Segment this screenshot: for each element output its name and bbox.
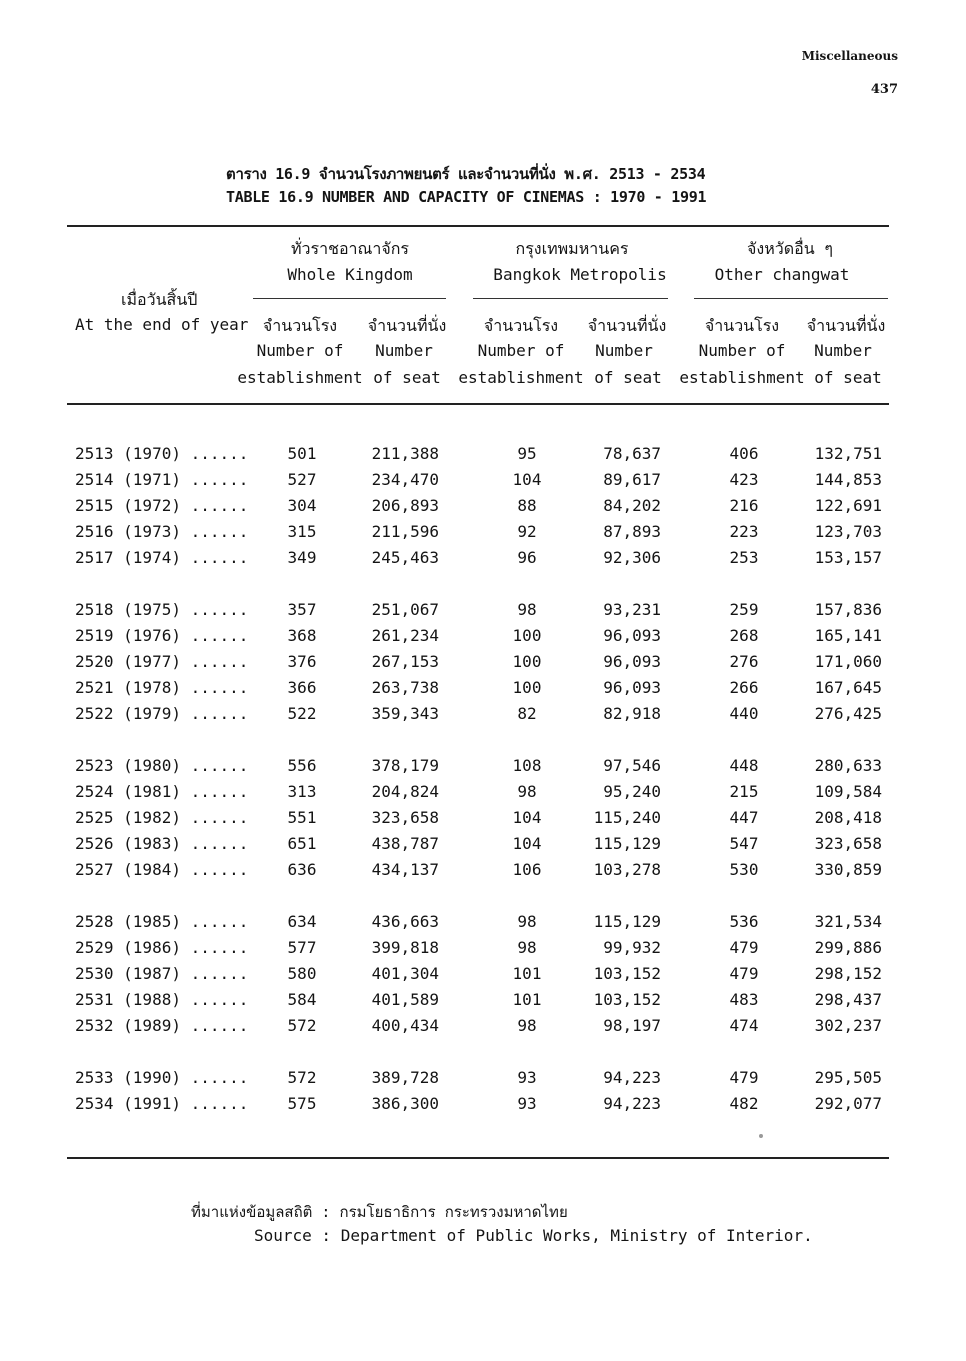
wk-seat-cell: 386,300 [371, 1094, 439, 1113]
oth-seat-cell: 323,658 [814, 834, 882, 853]
year-cell: 2524 (1981) ...... [75, 782, 249, 801]
bkk-establishment-cell: 98 [517, 938, 537, 957]
bkk-establishment-cell: 104 [512, 470, 542, 489]
group-whole-kingdom-english: Whole Kingdom [287, 265, 413, 284]
bkk-establishment-cell: 98 [517, 912, 537, 931]
wk-seat-cell: 323,658 [371, 808, 439, 827]
oth-seat-cell: 171,060 [814, 652, 882, 671]
bkk-establishment-cell: 95 [517, 444, 537, 463]
group-other-thai: จังหวัดอื่น ๆ [747, 239, 833, 258]
oth-establishment-cell: 253 [729, 548, 759, 567]
wk-establishment-cell: 501 [287, 444, 317, 463]
bkk-establishment-cell: 104 [512, 808, 542, 827]
wk-seat-cell: 245,463 [371, 548, 439, 567]
table-title-thai: ตาราง 16.9 จำนวนโรงภาพยนตร์ และจำนวนที่นั่ง พ.ศ. 2513 - 2534 [226, 165, 706, 183]
bkk-seat-cell: 97,546 [603, 756, 661, 775]
oth-seat-cell: 109,584 [814, 782, 882, 801]
bkk-seat-line2: of seat [594, 368, 662, 387]
bkk-seat-cell: 94,223 [603, 1094, 661, 1113]
bkk-establishment-cell: 100 [512, 626, 542, 645]
wk-seat-cell: 267,153 [371, 652, 439, 671]
bkk-establishment-cell: 88 [517, 496, 537, 515]
wk-seat-cell: 359,343 [371, 704, 439, 723]
wk-establishment-cell: 572 [287, 1016, 317, 1035]
oth-establishment-cell: 216 [729, 496, 759, 515]
year-cell: 2519 (1976) ...... [75, 626, 249, 645]
oth-seat-cell: 144,853 [814, 470, 882, 489]
table-top-rule [67, 225, 889, 227]
wk-seat-cell: 400,434 [371, 1016, 439, 1035]
year-cell: 2513 (1970) ...... [75, 444, 249, 463]
bkk-seat-cell: 87,893 [603, 522, 661, 541]
bkk-seat-thai: จำนวนที่นั่ง [587, 316, 667, 335]
oth-establishment-cell: 483 [729, 990, 759, 1009]
year-cell: 2534 (1991) ...... [75, 1094, 249, 1113]
bkk-seat-cell: 103,278 [593, 860, 661, 879]
wk-establishment-cell: 366 [287, 678, 317, 697]
oth-est-line1: Number of [698, 341, 786, 360]
group-rule-whole-kingdom [253, 298, 446, 299]
bkk-seat-cell: 78,637 [603, 444, 661, 463]
year-cell: 2520 (1977) ...... [75, 652, 249, 671]
year-cell: 2516 (1973) ...... [75, 522, 249, 541]
oth-establishment-cell: 259 [729, 600, 759, 619]
year-cell: 2522 (1979) ...... [75, 704, 249, 723]
year-cell: 2515 (1972) ...... [75, 496, 249, 515]
wk-establishment-cell: 349 [287, 548, 317, 567]
wk-establishment-cell: 651 [287, 834, 317, 853]
oth-establishment-cell: 447 [729, 808, 759, 827]
wk-seat-cell: 401,304 [371, 964, 439, 983]
bkk-establishment-cell: 101 [512, 990, 542, 1009]
wk-seat-cell: 211,388 [371, 444, 439, 463]
bkk-seat-cell: 95,240 [603, 782, 661, 801]
year-cell: 2514 (1971) ...... [75, 470, 249, 489]
wk-establishment-cell: 315 [287, 522, 317, 541]
bkk-establishment-cell: 93 [517, 1068, 537, 1087]
oth-seat-thai: จำนวนที่นั่ง [806, 316, 886, 335]
bkk-establishment-cell: 108 [512, 756, 542, 775]
oth-est-line2: establishment [679, 368, 805, 387]
table-title-english: TABLE 16.9 NUMBER AND CAPACITY OF CINEMAS : 1970 - 1991 [226, 188, 707, 206]
bkk-establishment-cell: 100 [512, 678, 542, 697]
oth-seat-cell: 153,157 [814, 548, 882, 567]
wk-seat-line1: Number [375, 341, 433, 360]
wk-establishment-cell: 527 [287, 470, 317, 489]
bkk-seat-cell: 115,129 [593, 834, 661, 853]
wk-establishment-cell: 575 [287, 1094, 317, 1113]
oth-establishment-cell: 479 [729, 1068, 759, 1087]
oth-establishment-cell: 482 [729, 1094, 759, 1113]
bkk-establishment-cell: 100 [512, 652, 542, 671]
wk-establishment-cell: 572 [287, 1068, 317, 1087]
oth-seat-cell: 165,141 [814, 626, 882, 645]
bkk-seat-cell: 92,306 [603, 548, 661, 567]
wk-seat-cell: 234,470 [371, 470, 439, 489]
year-cell: 2533 (1990) ...... [75, 1068, 249, 1087]
source-thai: ที่มาแห่งข้อมูลสถิติ : กรมโยธาธิการ กระทรวงมหาดไทย [191, 1203, 568, 1221]
wk-establishment-cell: 522 [287, 704, 317, 723]
bkk-establishment-cell: 82 [517, 704, 537, 723]
oth-establishment-cell: 530 [729, 860, 759, 879]
bkk-est-thai: จำนวนโรง [483, 316, 559, 335]
source-english: Source : Department of Public Works, Ministry of Interior. [254, 1226, 813, 1245]
bkk-seat-cell: 93,231 [603, 600, 661, 619]
oth-seat-cell: 208,418 [814, 808, 882, 827]
group-bangkok-english: Bangkok Metropolis [493, 265, 667, 284]
oth-establishment-cell: 547 [729, 834, 759, 853]
wk-seat-cell: 251,067 [371, 600, 439, 619]
wk-seat-cell: 438,787 [371, 834, 439, 853]
wk-est-line2: establishment [237, 368, 363, 387]
wk-establishment-cell: 313 [287, 782, 317, 801]
oth-establishment-cell: 448 [729, 756, 759, 775]
wk-establishment-cell: 577 [287, 938, 317, 957]
wk-seat-cell: 389,728 [371, 1068, 439, 1087]
group-rule-bangkok [473, 298, 668, 299]
wk-seat-cell: 204,824 [371, 782, 439, 801]
bkk-seat-cell: 115,129 [593, 912, 661, 931]
wk-seat-line2: of seat [373, 368, 441, 387]
oth-seat-line2: of seat [814, 368, 882, 387]
bkk-seat-line1: Number [595, 341, 653, 360]
speck-mark [759, 1134, 763, 1138]
wk-seat-thai: จำนวนที่นั่ง [367, 316, 447, 335]
wk-establishment-cell: 636 [287, 860, 317, 879]
wk-seat-cell: 399,818 [371, 938, 439, 957]
wk-est-thai: จำนวนโรง [262, 316, 338, 335]
wk-establishment-cell: 634 [287, 912, 317, 931]
header-bottom-rule [67, 403, 889, 405]
oth-seat-cell: 299,886 [814, 938, 882, 957]
oth-est-thai: จำนวนโรง [704, 316, 780, 335]
year-cell: 2530 (1987) ...... [75, 964, 249, 983]
bkk-est-line2: establishment [458, 368, 584, 387]
group-bangkok-thai: กรุงเทพมหานคร [515, 239, 629, 258]
wk-establishment-cell: 368 [287, 626, 317, 645]
bkk-establishment-cell: 98 [517, 600, 537, 619]
year-cell: 2525 (1982) ...... [75, 808, 249, 827]
year-cell: 2529 (1986) ...... [75, 938, 249, 957]
oth-establishment-cell: 215 [729, 782, 759, 801]
bkk-seat-cell: 103,152 [593, 964, 661, 983]
wk-est-line1: Number of [256, 341, 344, 360]
year-header-thai: เมื่อวันสิ้นปี [121, 290, 198, 309]
bkk-establishment-cell: 106 [512, 860, 542, 879]
group-whole-kingdom-thai: ทั่วราชอาณาจักร [290, 239, 410, 258]
wk-establishment-cell: 357 [287, 600, 317, 619]
wk-seat-cell: 211,596 [371, 522, 439, 541]
oth-establishment-cell: 266 [729, 678, 759, 697]
bkk-seat-cell: 89,617 [603, 470, 661, 489]
oth-seat-line1: Number [814, 341, 872, 360]
bkk-seat-cell: 96,093 [603, 652, 661, 671]
bkk-seat-cell: 96,093 [603, 626, 661, 645]
bkk-establishment-cell: 96 [517, 548, 537, 567]
group-rule-other [694, 298, 888, 299]
wk-establishment-cell: 580 [287, 964, 317, 983]
oth-seat-cell: 276,425 [814, 704, 882, 723]
oth-seat-cell: 302,237 [814, 1016, 882, 1035]
oth-establishment-cell: 479 [729, 964, 759, 983]
oth-establishment-cell: 474 [729, 1016, 759, 1035]
bkk-establishment-cell: 93 [517, 1094, 537, 1113]
bkk-seat-cell: 103,152 [593, 990, 661, 1009]
oth-establishment-cell: 268 [729, 626, 759, 645]
year-cell: 2526 (1983) ...... [75, 834, 249, 853]
table-bottom-rule [67, 1157, 889, 1159]
oth-seat-cell: 295,505 [814, 1068, 882, 1087]
wk-seat-cell: 263,738 [371, 678, 439, 697]
wk-establishment-cell: 304 [287, 496, 317, 515]
wk-seat-cell: 378,179 [371, 756, 439, 775]
oth-establishment-cell: 440 [729, 704, 759, 723]
oth-establishment-cell: 276 [729, 652, 759, 671]
year-cell: 2523 (1980) ...... [75, 756, 249, 775]
wk-establishment-cell: 556 [287, 756, 317, 775]
wk-seat-cell: 434,137 [371, 860, 439, 879]
oth-establishment-cell: 223 [729, 522, 759, 541]
year-cell: 2521 (1978) ...... [75, 678, 249, 697]
wk-establishment-cell: 584 [287, 990, 317, 1009]
bkk-establishment-cell: 92 [517, 522, 537, 541]
oth-seat-cell: 298,437 [814, 990, 882, 1009]
wk-establishment-cell: 376 [287, 652, 317, 671]
bkk-seat-cell: 98,197 [603, 1016, 661, 1035]
bkk-seat-cell: 99,932 [603, 938, 661, 957]
oth-seat-cell: 292,077 [814, 1094, 882, 1113]
year-cell: 2518 (1975) ...... [75, 600, 249, 619]
group-other-english: Other changwat [714, 265, 850, 284]
bkk-seat-cell: 82,918 [603, 704, 661, 723]
oth-seat-cell: 321,534 [814, 912, 882, 931]
bkk-establishment-cell: 98 [517, 1016, 537, 1035]
page-number: 437 [870, 82, 898, 97]
bkk-est-line1: Number of [477, 341, 565, 360]
year-cell: 2528 (1985) ...... [75, 912, 249, 931]
section-header: Miscellaneous [801, 49, 898, 63]
wk-seat-cell: 436,663 [371, 912, 439, 931]
year-cell: 2531 (1988) ...... [75, 990, 249, 1009]
oth-seat-cell: 132,751 [814, 444, 882, 463]
oth-seat-cell: 122,691 [814, 496, 882, 515]
wk-seat-cell: 261,234 [371, 626, 439, 645]
oth-establishment-cell: 423 [729, 470, 759, 489]
bkk-establishment-cell: 98 [517, 782, 537, 801]
wk-establishment-cell: 551 [287, 808, 317, 827]
year-cell: 2517 (1974) ...... [75, 548, 249, 567]
oth-seat-cell: 167,645 [814, 678, 882, 697]
year-cell: 2532 (1989) ...... [75, 1016, 249, 1035]
oth-seat-cell: 298,152 [814, 964, 882, 983]
year-header-english: At the end of year [75, 315, 249, 334]
year-cell: 2527 (1984) ...... [75, 860, 249, 879]
oth-seat-cell: 157,836 [814, 600, 882, 619]
bkk-establishment-cell: 104 [512, 834, 542, 853]
oth-seat-cell: 330,859 [814, 860, 882, 879]
oth-seat-cell: 123,703 [814, 522, 882, 541]
bkk-seat-cell: 115,240 [593, 808, 661, 827]
bkk-seat-cell: 94,223 [603, 1068, 661, 1087]
oth-establishment-cell: 406 [729, 444, 759, 463]
oth-seat-cell: 280,633 [814, 756, 882, 775]
bkk-seat-cell: 84,202 [603, 496, 661, 515]
wk-seat-cell: 401,589 [371, 990, 439, 1009]
wk-seat-cell: 206,893 [371, 496, 439, 515]
oth-establishment-cell: 479 [729, 938, 759, 957]
bkk-seat-cell: 96,093 [603, 678, 661, 697]
oth-establishment-cell: 536 [729, 912, 759, 931]
bkk-establishment-cell: 101 [512, 964, 542, 983]
